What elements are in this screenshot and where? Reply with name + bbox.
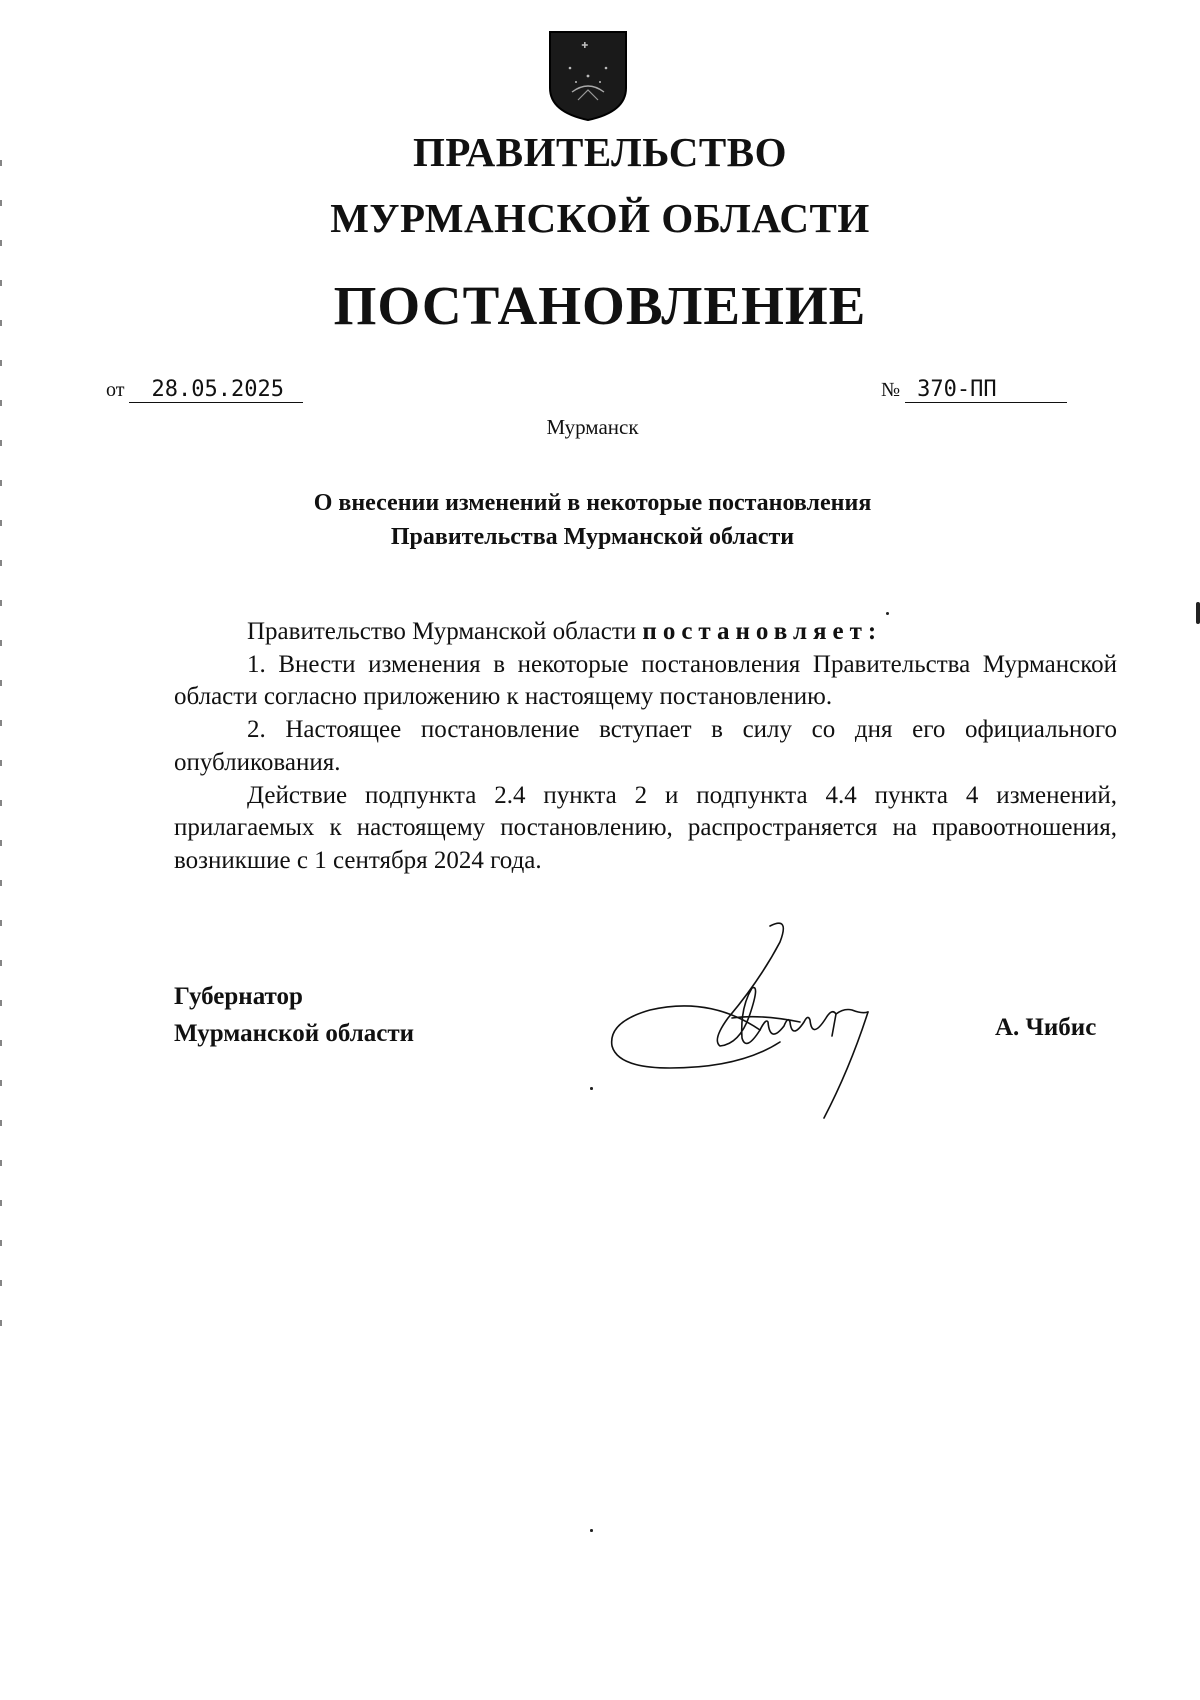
signatory-position xyxy=(174,978,414,1052)
document-date-value: 28.05.2025 xyxy=(129,378,303,403)
document-title-line2: Правительства Мурманской области xyxy=(390,524,795,550)
signatory-position-line2: Мурманской области xyxy=(174,1020,415,1047)
document-body xyxy=(174,616,1117,878)
coat-of-arms-icon xyxy=(548,30,628,122)
signatory-name: А. Чибис xyxy=(995,1014,1097,1041)
document-title-line1: О внесении изменений в некоторые постановления xyxy=(313,490,872,516)
document-type-heading: ПОСТАНОВЛЕНИЕ xyxy=(333,275,867,336)
signatory-position-line1: Губернатор xyxy=(174,983,303,1010)
intro-text: Правительство Мурманской области xyxy=(247,618,643,645)
effective-date-note: Действие подпункта 2.4 пункта 2 и подпункта 4.4 пункта 4 изменений, прилагаемых к настоящему постановлению, распространяется на правоотношения, возникшие с 1 сентября 2024 года. xyxy=(174,781,1117,874)
decision-keyword: постановляет: xyxy=(642,618,883,645)
date-prefix-label: от xyxy=(106,379,125,401)
scan-edge-marks xyxy=(0,160,2,1360)
document-number-value: 370-ПП xyxy=(905,378,1067,403)
scan-dot xyxy=(886,612,889,615)
organization-name-line1: ПРАВИТЕЛЬСТВО xyxy=(412,129,788,175)
organization-name-line2: МУРМАНСКОЙ ОБЛАСТИ xyxy=(330,195,870,241)
document-number-field xyxy=(881,378,1067,403)
item-1-paragraph: 1. Внести изменения в некоторые постановления Правительства Мурманской области согласно приложению к настоящему постановлению. xyxy=(174,650,1117,711)
number-prefix-label: № xyxy=(881,379,901,401)
item-2-paragraph: 2. Настоящее постановление вступает в силу со дня его официального опубликования. xyxy=(174,716,1117,776)
issuing-city: Мурманск xyxy=(546,415,639,439)
handwritten-signature xyxy=(600,918,900,1128)
scan-dot xyxy=(590,1087,593,1090)
intro-paragraph xyxy=(174,616,1117,649)
scan-margin-mark xyxy=(1196,602,1200,624)
scan-dot xyxy=(590,1529,593,1532)
document-date-field xyxy=(106,378,303,403)
